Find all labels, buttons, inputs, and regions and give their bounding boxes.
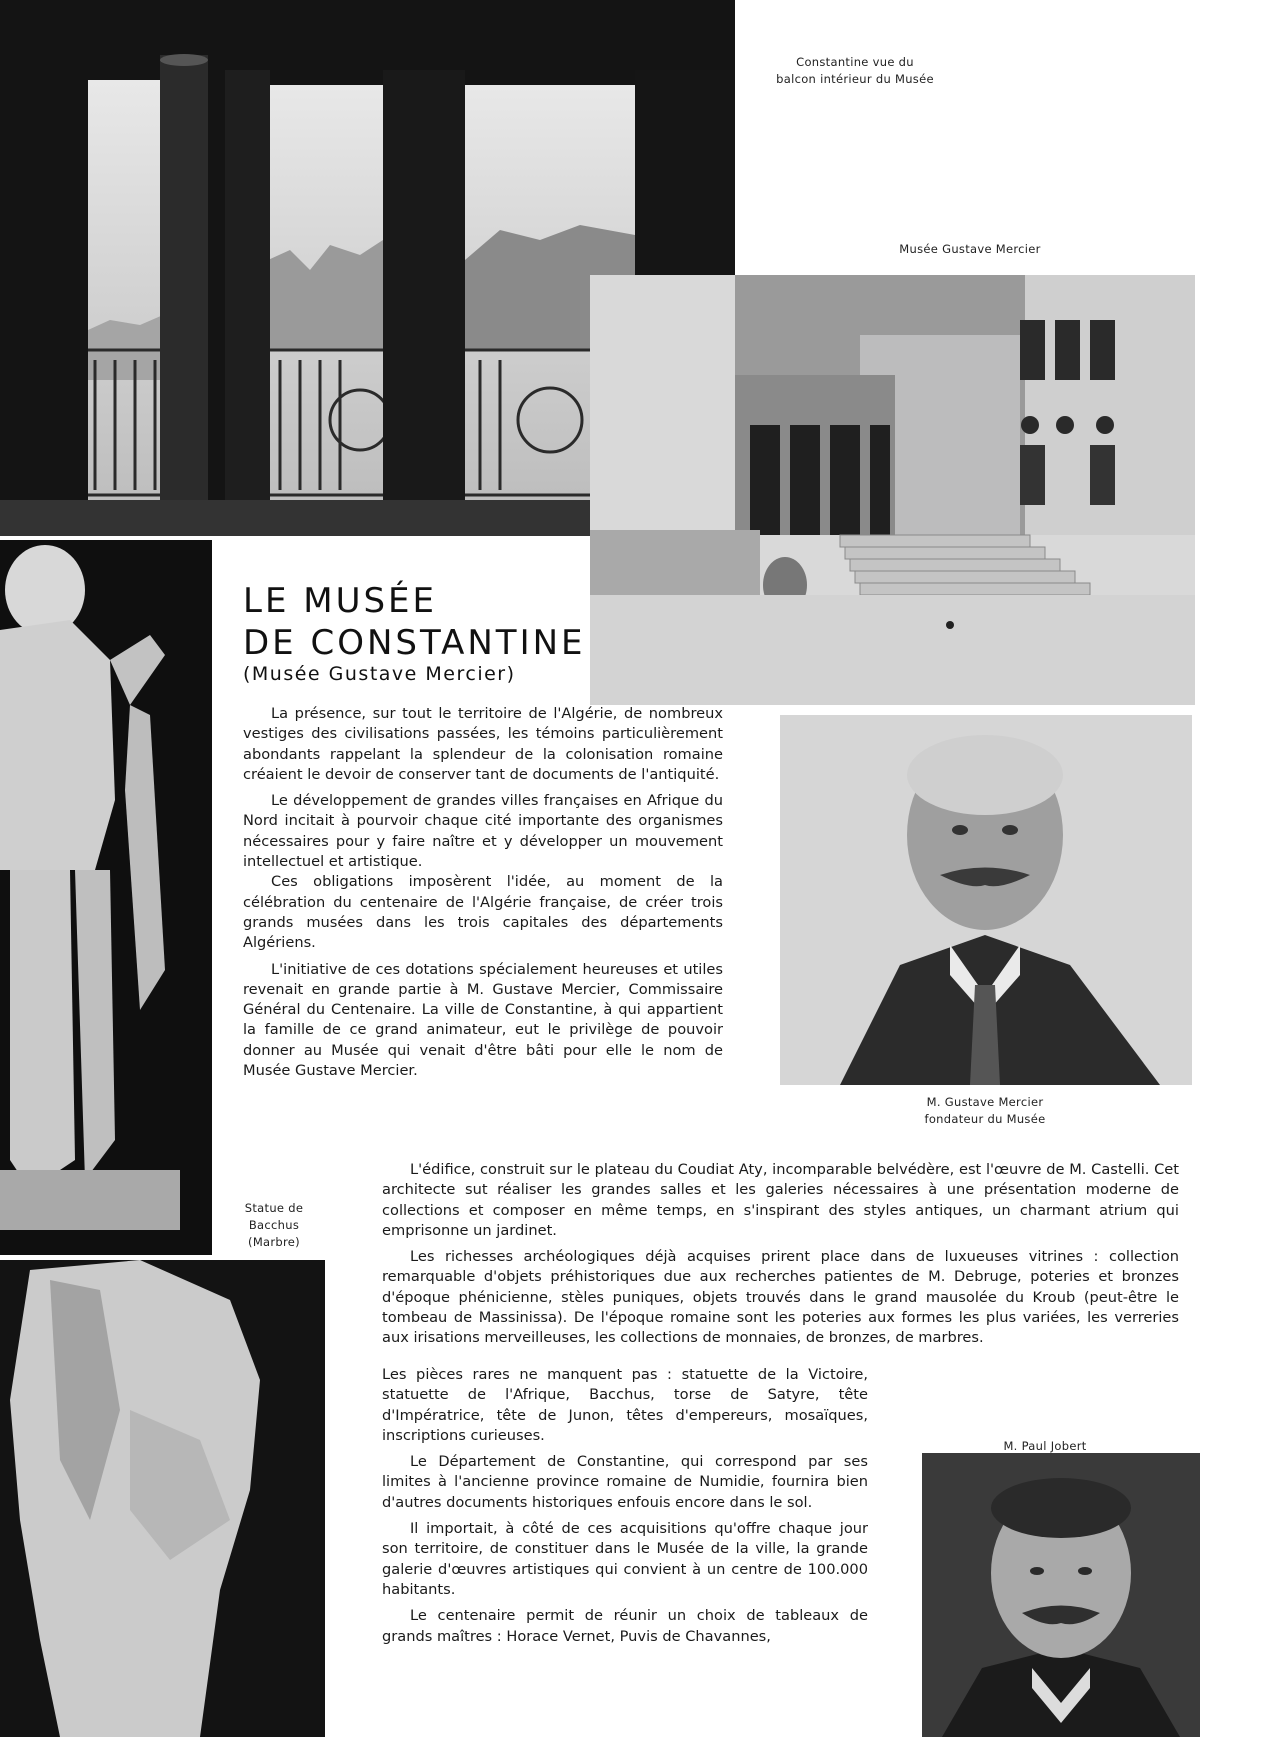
building-caption <box>865 241 1075 258</box>
paragraph: Le centenaire permit de réunir un choix de tableaux de grands maîtres : Horace Vernet, Puvis de Chavannes, <box>382 1607 868 1645</box>
caption-line: Musée Gustave Mercier <box>899 242 1041 256</box>
article-title <box>243 580 586 664</box>
balcony-caption <box>740 54 970 88</box>
paragraph: L'édifice, construit sur le plateau du Coudiat Aty, incomparable belvédère, est l'œuvre de M. Castelli. Cet architecte sut réaliser les grandes salles et les galeries nécessaires à une présentation moderne de collections et composer en même temps, en s'inspirant des styles antiques, un charmant atrium qui emprisonne un jardinet. <box>382 1161 1179 1239</box>
body-column-lower <box>382 1365 868 1647</box>
satyr-torso-photo <box>0 1260 325 1737</box>
caption-line: Statue de <box>244 1201 304 1215</box>
jobert-portrait-photo <box>922 1453 1200 1737</box>
paragraph: Les richesses archéologiques déjà acquises prirent place dans de luxueuses vitrines : collection remarquable d'objets préhistoriques due aux recherches patientes de M. Debruge, poteries et bronzes d'époque phénicienne, stèles puniques, objets trouvés dans le grand mausolée du Kroub (peut-être le tombeau de Massinissa). De l'époque romaine sont les poteries aux formes les plus variées, les verreries aux irisations merveilleuses, les collections de monnaies, de bronzes, de marbres. <box>382 1248 1179 1347</box>
caption-line: M. Paul Jobert <box>1003 1439 1087 1453</box>
caption-line: balcon intérieur du Musée <box>776 72 934 86</box>
body-column-upper <box>243 704 723 1081</box>
title-line-1: LE MUSÉE <box>243 581 437 621</box>
caption-line: Constantine vue du <box>796 55 914 69</box>
mercier-portrait-photo <box>780 715 1192 1085</box>
bacchus-caption <box>224 1200 324 1251</box>
body-column-wide <box>382 1160 1179 1349</box>
caption-line: Bacchus (Marbre) <box>248 1218 300 1249</box>
bacchus-statue-photo <box>0 540 212 1255</box>
paragraph: Les pièces rares ne manquent pas : statuette de la Victoire, statuette de l'Afrique, Bacchus, torse de Satyre, tête d'Impératrice, tête de Junon, têtes d'empereurs, mosaïques, inscriptions curieuses. <box>382 1366 868 1444</box>
title-line-2: DE CONSTANTINE <box>243 623 586 663</box>
paragraph: Ces obligations imposèrent l'idée, au moment de la célébration du centenaire de l'Algérie française, de créer trois grands musées dans les trois capitales des départements Algériens. <box>243 873 723 952</box>
paragraph: La présence, sur tout le territoire de l'Algérie, de nombreux vestiges des civilisations passées, les témoins particulièrement abondants rappelant la splendeur de la colonisation romaine créaient le devoir de conserver tant de documents de l'antiquité. <box>243 705 723 783</box>
paragraph: Il importait, à côté de ces acquisitions qu'offre chaque jour son territoire, de constituer dans le Musée de la ville, la grande galerie d'œuvres artistiques qui convient à un centre de 100.000 habitants. <box>382 1520 868 1598</box>
caption-line: M. Gustave Mercier <box>926 1095 1044 1109</box>
paragraph: Le Département de Constantine, qui correspond par ses limites à l'ancienne province romaine de Numidie, fournira bien d'autres documents historiques enfouis encore dans le sol. <box>382 1453 868 1511</box>
mercier-caption <box>860 1094 1110 1128</box>
paragraph: L'initiative de ces dotations spécialement heureuses et utiles revenait en grande partie à M. Gustave Mercier, Commissaire Général du Centenaire. La ville de Constantine, à qui appartient la famille de ce grand animateur, eut le privilège de pouvoir donner au Musée qui venait d'être bâti pour elle le nom de Musée Gustave Mercier. <box>243 960 723 1080</box>
article-subtitle: (Musée Gustave Mercier) <box>243 663 516 685</box>
paragraph: Le développement de grandes villes françaises en Afrique du Nord incitait à pourvoir chaque cité importante des organismes nécessaires pour y faire naître et y développer un mouvement intellectuel et artistique. <box>243 792 723 871</box>
museum-building-photo <box>590 275 1195 705</box>
caption-line: fondateur du Musée <box>924 1112 1046 1126</box>
